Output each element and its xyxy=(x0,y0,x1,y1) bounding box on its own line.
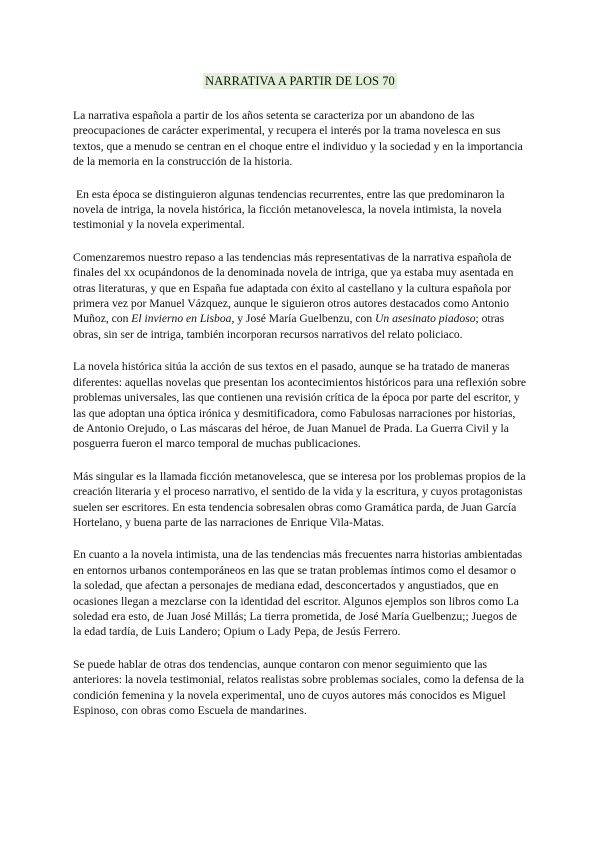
book-title-invierno-lisboa: El invierno en Lisboa xyxy=(131,312,232,326)
paragraph-metafiction: Más singular es la llamada ficción metanovelesca, que se interesa por los problemas propios de la creación literaria y el proceso narrativo, el sentido de la vida y la escritura, y cuyos protagonistas suelen ser escritores. En esta tendencia sobresalen obras como Gramática parda, de Juan García Hortelano, y buena parte de las narraciones de Enrique Vila-Matas. xyxy=(73,469,526,529)
paragraph-intimist: En cuanto a la novela intimista, una de las tendencias más frecuentes narra historias ambientadas en entornos urbanos contemporáneos en las que se tratan problemas íntimos como el desamor o la soledad, que afectan a personajes de mediana edad, desconcertados y angustiados, que en ocasiones llegan a mezclarse con la identidad del escritor. Algunos ejemplos son libros como La soledad era esto, de Juan José Millás; La tierra prometida, de José María Guelbenzu;; Juegos de la edad tardía, de Luis Landero; Opium o Lady Pepa, de Jesús Ferrero. xyxy=(73,548,523,639)
paragraph-intro: La narrativa española a partir de los años setenta se caracteriza por un abandono de las preocupaciones de carácter experimental, y recupera el interés por la trama novelesca en sus textos, que a menudo se centran en el choque entre el individuo y la sociedad y en la importancia de la memoria en la construcción de la historia. xyxy=(73,109,523,169)
paragraph-intrigue-text-2: , y José María Guelbenzu, con xyxy=(231,312,376,326)
page-title: NARRATIVA A PARTIR DE LOS 70 xyxy=(205,74,395,88)
paragraph-intrigue-text-3: ; otras obras, sin ser de intriga, también incorporan recursos narrativos del relato policiaco. xyxy=(73,312,505,341)
document-body xyxy=(73,108,527,718)
paragraph-intrigue-text-1: Comenzaremos nuestro repaso a las tendencias más representativas de la narrativa española de finales del xx ocupándonos de la denominada novela de intriga, que ya estaba muy asentada en otras literaturas, y que en España fue adaptada con éxito al castellano y la cultura española por primera vez por Manuel Vázquez, aunque le siguieron otros autores destacados como Antonio Muñoz, con xyxy=(73,250,514,326)
paragraph-other-trends: Se puede hablar de otras dos tendencias, aunque contaron con menor seguimiento que las anteriores: la novela testimonial, relatos realistas sobre problemas sociales, como la defensa de la condición femenina y la novela experimental, uno de cuyos autores más conocidos es Miguel Espinoso, con obras como Escuela de mandarines. xyxy=(73,657,525,717)
paragraph-tendencies: En esta época se distinguieron algunas tendencias recurrentes, entre las que predominaron la novela de intriga, la novela histórica, la ficción metanovelesca, la novela intimista, la novela testimonial y la novela experimental. xyxy=(73,187,505,232)
title-container xyxy=(73,0,527,90)
paragraph-intrigue xyxy=(73,250,527,342)
paragraph-historical: La novela histórica sitúa la acción de sus textos en el pasado, aunque se ha tratado de maneras diferentes: aquellas novelas que presentan los acontecimientos históricos para una reflexión sobre problemas universales, las que contienen una revisión crítica de la época por parte del escritor, y las que adoptan una óptica irónica y desmitificadora, como Fabulosas narraciones por historias, de Antonio Orejudo, o Las máscaras del héroe, de Juan Manuel de Prada. La Guerra Civil y la posguerra fueron el marco temporal de muchas publicaciones. xyxy=(73,360,526,451)
book-title-asesinato-piadoso: Un asesinato piadoso xyxy=(375,312,476,326)
